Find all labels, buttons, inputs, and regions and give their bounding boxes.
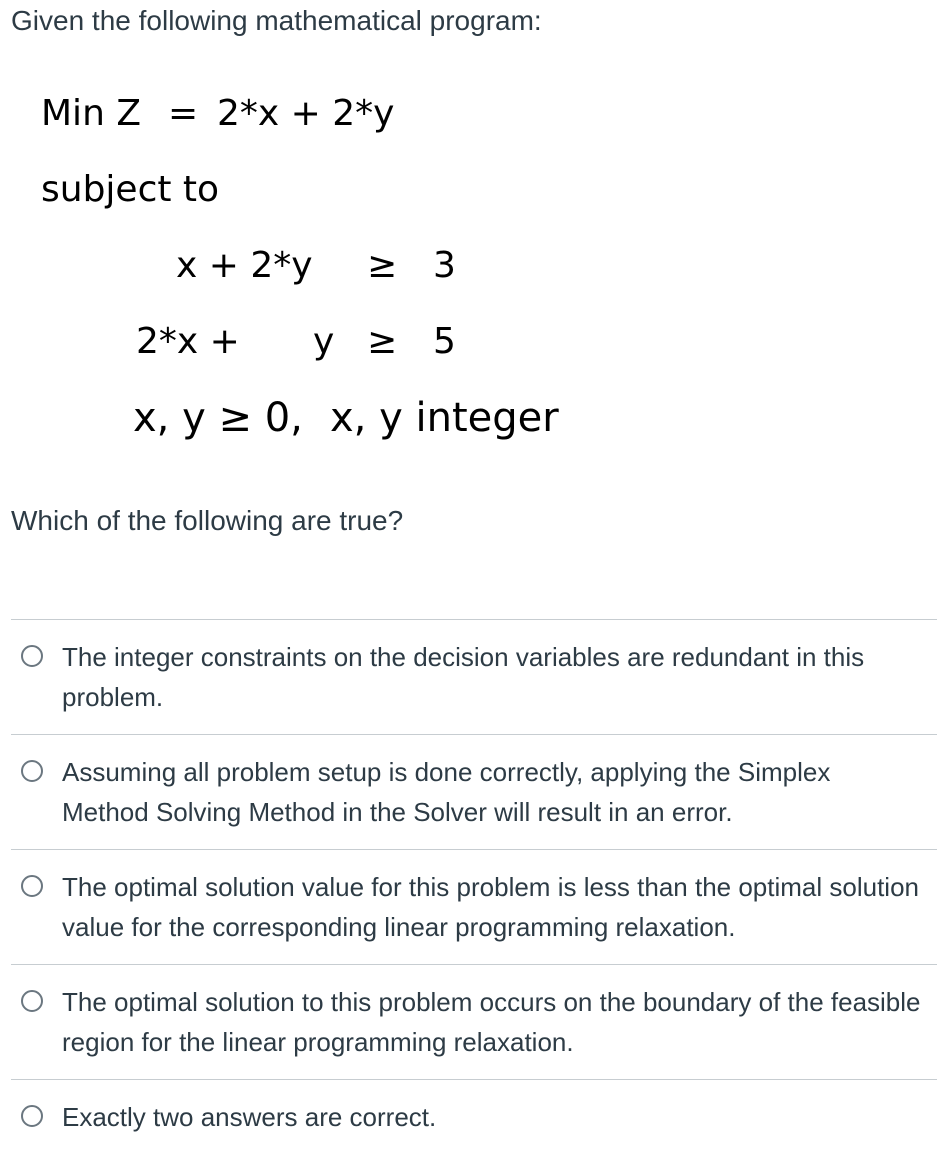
answer-list [11,619,937,1164]
radio-button[interactable] [21,875,43,897]
constraint1-rhs: 3 [433,245,456,286]
constraint2-rhs: 5 [433,321,456,362]
answer-option[interactable] [11,850,937,965]
constraint2-lhs-x: 2*x + [136,321,240,362]
constraint1-operator: ≥ [367,245,398,286]
answer-label: Exactly two answers are correct. [62,1102,437,1132]
answer-option[interactable] [11,1080,937,1164]
objective-expression: 2*x + 2*y [217,93,395,134]
answer-label: Assuming all problem setup is done correctly, applying the Simplex Method Solving Method in the Solver will result in an error. [62,757,831,827]
answer-option[interactable] [11,735,937,850]
radio-button[interactable] [21,645,43,667]
answer-option[interactable] [11,620,937,735]
radio-button[interactable] [21,990,43,1012]
nonnegativity-constraint: x, y ≥ 0, [133,395,303,441]
answer-label: The integer constraints on the decision variables are redundant in this problem. [62,642,865,712]
question-intro: Given the following mathematical program: [11,5,542,36]
subject-to-label: subject to [41,169,220,210]
math-program [0,0,946,480]
constraint2-operator: ≥ [367,321,398,362]
constraint1-lhs: x + 2*y [176,245,313,286]
answer-label: The optimal solution to this problem occurs on the boundary of the feasible region for the linear programming relaxation. [62,987,921,1057]
constraint2-lhs-y: y [313,321,335,362]
objective-equals: = [168,93,199,134]
radio-button[interactable] [21,1105,43,1127]
question-prompt: Which of the following are true? [11,505,404,536]
answer-option[interactable] [11,965,937,1080]
radio-button[interactable] [21,760,43,782]
answer-label: The optimal solution value for this problem is less than the optimal solution value for the corresponding linear programming relaxation. [62,872,919,942]
integrality-constraint: x, y integer [330,395,559,441]
objective-label: Min Z [41,93,141,134]
